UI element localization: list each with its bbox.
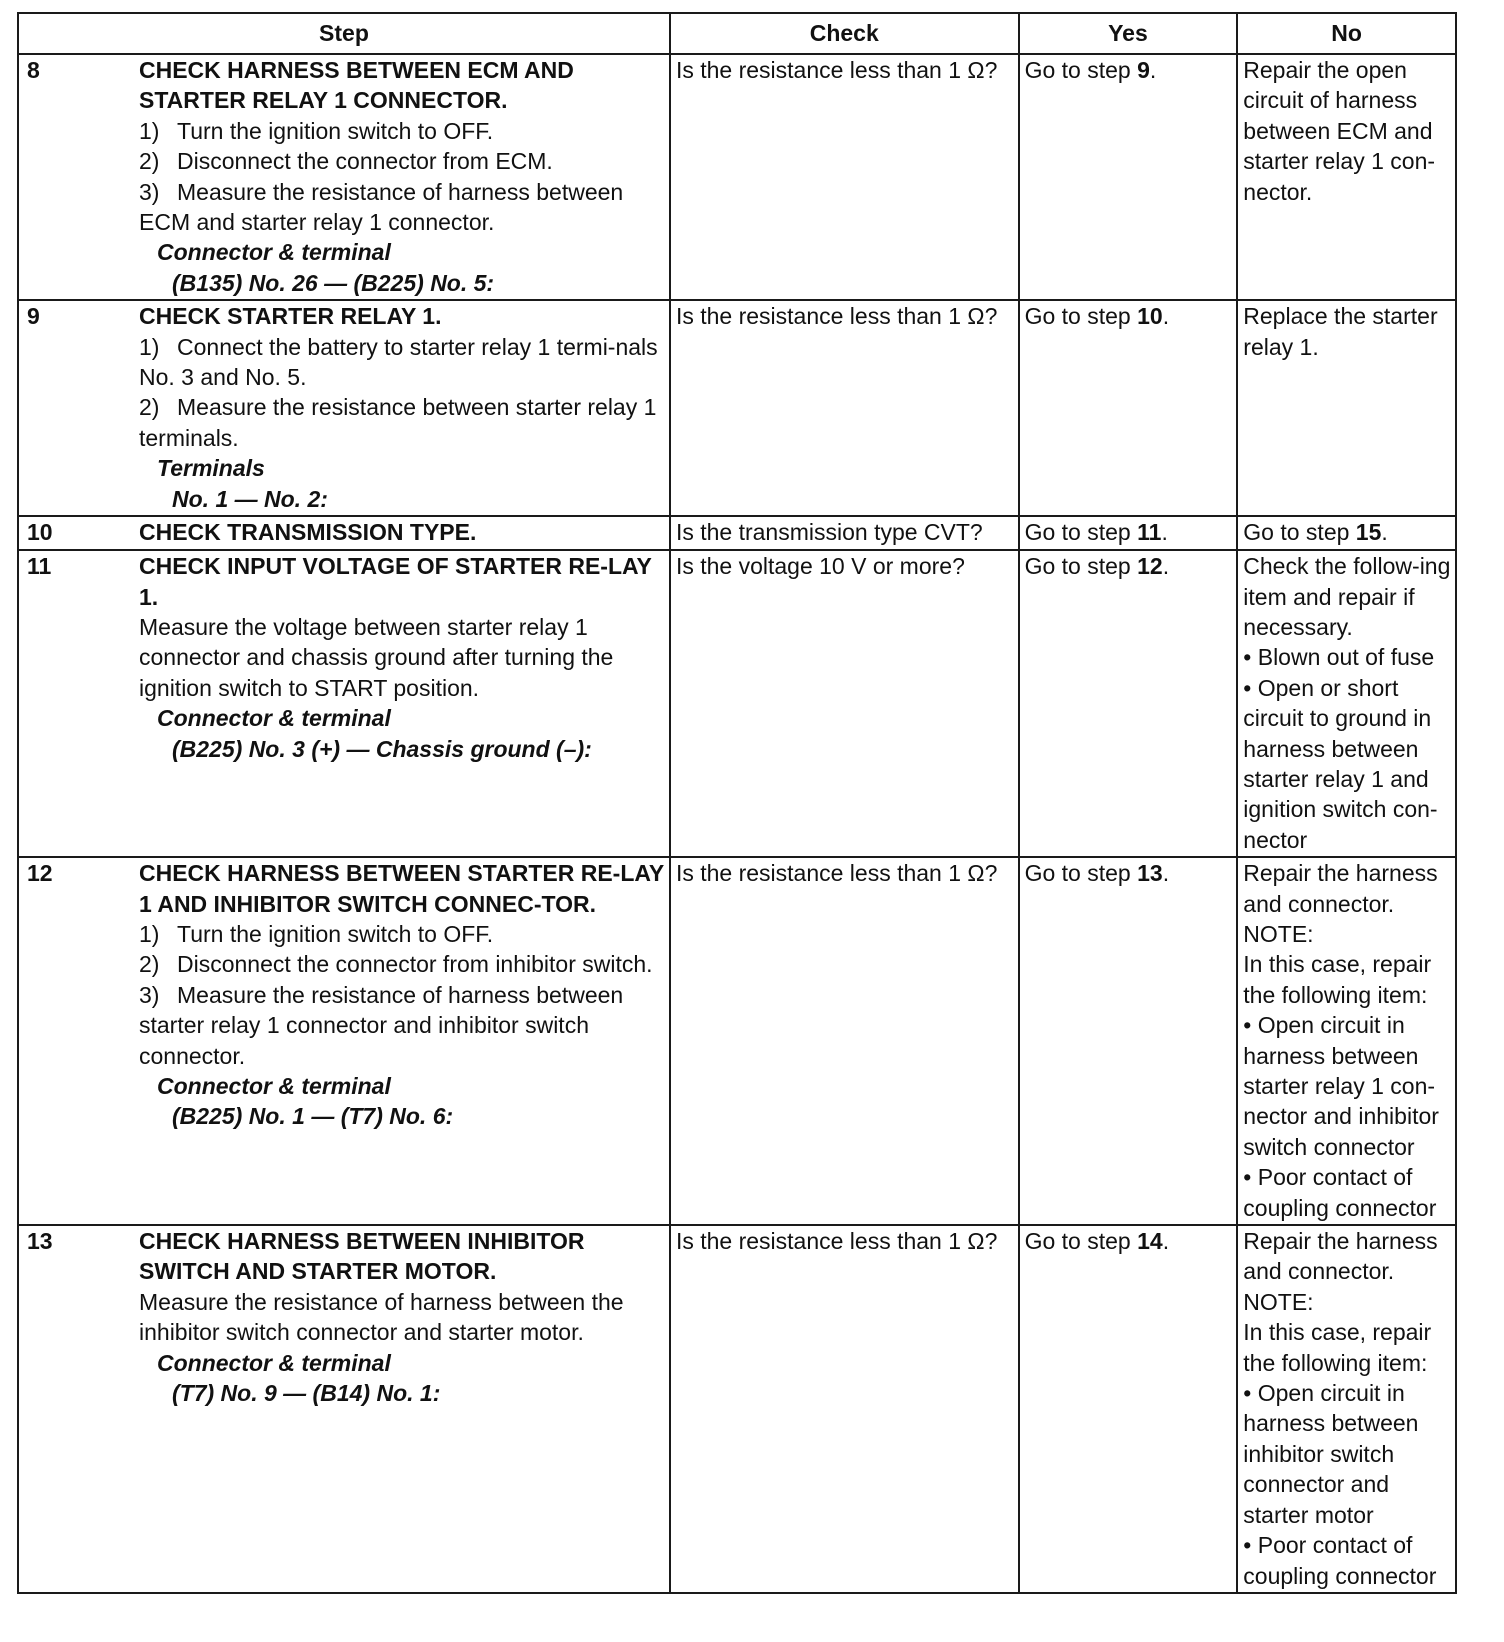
table-row [18, 1225, 1456, 1593]
step-body: Measure the resistance of harness between the inhibitor switch connector and starter motor. [139, 1288, 624, 1346]
header-step: Step [18, 13, 670, 54]
header-check: Check [670, 13, 1019, 54]
note-text: In this case, repair the following item: [1243, 1319, 1432, 1376]
note-label: NOTE: [1243, 920, 1314, 947]
table-row [18, 550, 1456, 857]
yes-cell: Go to step 10. [1019, 300, 1238, 516]
no-item: • Open or short circuit to ground in harness between starter relay 1 and ignition switch con-nector [1243, 674, 1438, 853]
check-cell: Is the resistance less than 1 Ω? [670, 857, 1019, 1225]
step-cell [18, 550, 670, 857]
no-item: • Open circuit in harness between starter relay 1 con-nector and inhibitor switch connector [1243, 1012, 1439, 1160]
check-cell: Is the transmission type CVT? [670, 516, 1019, 550]
table-row [18, 54, 1456, 300]
note-label: NOTE: [1243, 1288, 1314, 1315]
yes-step-link: 10 [1137, 303, 1163, 330]
spec-label: Connector & terminal [157, 1349, 391, 1376]
step-number: 11 [27, 553, 52, 580]
step-number: 13 [27, 1228, 53, 1255]
yes-cell: Go to step 11. [1019, 516, 1238, 550]
no-item: • Blown out of fuse [1243, 644, 1435, 671]
instruction: 1) Connect the battery to starter relay 1 termi-nals No. 3 and No. 5. [139, 333, 658, 391]
no-cell [1237, 1225, 1456, 1593]
step-number: 8 [27, 57, 40, 83]
step-body: Measure the voltage between starter relay 1 connector and chassis ground after turning the ignition switch to START position. [139, 613, 614, 701]
header-no: No [1237, 13, 1456, 54]
instruction: 2) Disconnect the connector from inhibitor switch. [139, 951, 653, 978]
check-cell: Is the resistance less than 1 Ω? [670, 1225, 1019, 1593]
no-cell [1237, 550, 1456, 857]
spec-value: (B135) No. 26 — (B225) No. 5: [172, 269, 495, 296]
no-item: • Poor contact of coupling connector [1243, 1532, 1437, 1589]
yes-step-link: 14 [1137, 1228, 1163, 1255]
spec-label: Connector & terminal [157, 705, 391, 732]
yes-step-link: 13 [1137, 860, 1163, 887]
yes-cell: Go to step 14. [1019, 1225, 1238, 1593]
yes-cell: Go to step 9. [1019, 54, 1238, 300]
spec-value: (B225) No. 1 — (T7) No. 6: [172, 1103, 454, 1130]
step-cell [18, 1225, 670, 1593]
table-row [18, 300, 1456, 516]
header-row [18, 13, 1456, 54]
no-item: • Open circuit in harness between inhibitor switch connector and starter motor [1243, 1380, 1419, 1528]
no-cell: Repair the open circuit of harness between ECM and starter relay 1 con-nector. [1237, 54, 1456, 300]
step-title: CHECK HARNESS BETWEEN ECM AND STARTER RELAY 1 CONNECTOR. [139, 57, 574, 114]
yes-step-link: 11 [1137, 519, 1162, 546]
spec-value: (T7) No. 9 — (B14) No. 1: [172, 1380, 441, 1407]
step-title: CHECK TRANSMISSION TYPE. [139, 519, 477, 546]
step-title: CHECK HARNESS BETWEEN INHIBITOR SWITCH AND STARTER MOTOR. [139, 1228, 585, 1285]
no-intro: Repair the harness and connector. [1243, 1228, 1438, 1285]
step-title: CHECK INPUT VOLTAGE OF STARTER RE-LAY 1. [139, 553, 652, 610]
note-text: In this case, repair the following item: [1243, 951, 1432, 1008]
spec-value: (B225) No. 3 (+) — Chassis ground (–): [172, 735, 592, 762]
check-cell: Is the resistance less than 1 Ω? [670, 54, 1019, 300]
step-number: 10 [27, 519, 53, 546]
header-yes: Yes [1019, 13, 1238, 54]
table-row [18, 516, 1456, 550]
yes-cell: Go to step 13. [1019, 857, 1238, 1225]
spec-label: Connector & terminal [157, 239, 391, 266]
no-cell: Go to step 15. [1237, 516, 1456, 550]
table-row [18, 857, 1456, 1225]
check-cell: Is the voltage 10 V or more? [670, 550, 1019, 857]
no-item: • Poor contact of coupling connector [1243, 1164, 1437, 1221]
instruction: 2) Measure the resistance between starter relay 1 terminals. [139, 394, 657, 451]
instruction: 3) Measure the resistance of harness between ECM and starter relay 1 connector. [139, 178, 624, 236]
spec-value: No. 1 — No. 2: [172, 485, 328, 512]
diagnostic-table [17, 12, 1457, 1594]
no-cell [1237, 857, 1456, 1225]
step-title: CHECK HARNESS BETWEEN STARTER RE-LAY 1 AND INHIBITOR SWITCH CONNEC-TOR. [139, 860, 664, 917]
instruction: 1) Turn the ignition switch to OFF. [139, 117, 494, 144]
spec-label: Connector & terminal [157, 1073, 391, 1099]
no-cell: Replace the starter relay 1. [1237, 300, 1456, 516]
no-intro: Check the follow-ing item and repair if necessary. [1243, 553, 1451, 640]
instruction: 2) Disconnect the connector from ECM. [139, 148, 553, 175]
no-step-link: 15 [1355, 519, 1382, 546]
yes-step-link: 12 [1137, 553, 1163, 580]
spec-label: Terminals [157, 455, 265, 482]
step-cell [18, 54, 670, 300]
step-cell [18, 857, 670, 1225]
step-number: 9 [27, 303, 40, 330]
yes-step-link: 9 [1137, 57, 1150, 83]
no-intro: Repair the harness and connector. [1243, 860, 1438, 917]
step-cell [18, 516, 670, 550]
instruction: 3) Measure the resistance of harness between starter relay 1 connector and inhibitor switch connector. [139, 981, 624, 1069]
step-number: 12 [27, 860, 53, 887]
step-cell [18, 300, 670, 516]
step-title: CHECK STARTER RELAY 1. [139, 303, 442, 330]
instruction: 1) Turn the ignition switch to OFF. [139, 920, 494, 947]
check-cell: Is the resistance less than 1 Ω? [670, 300, 1019, 516]
yes-cell: Go to step 12. [1019, 550, 1238, 857]
